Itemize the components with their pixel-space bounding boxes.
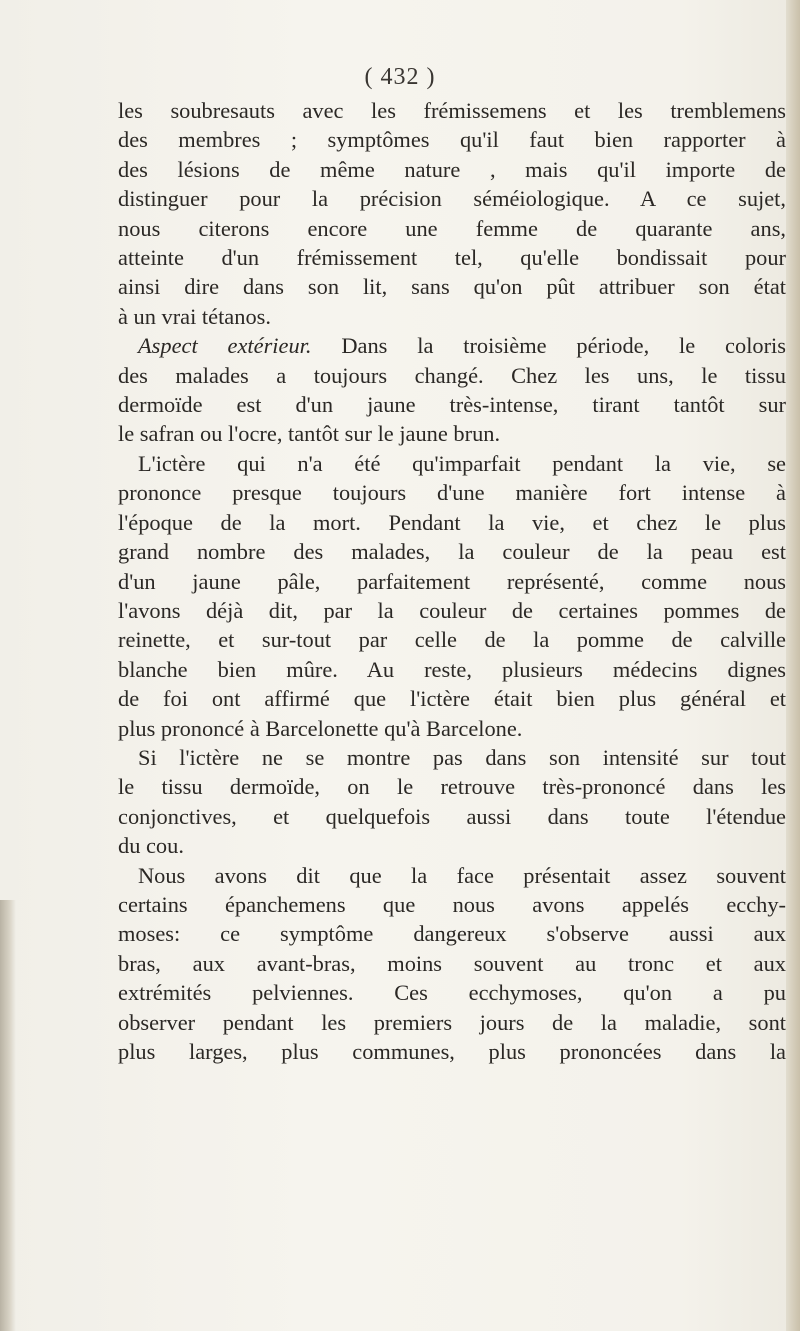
line-text: à un vrai tétanos.: [118, 303, 271, 329]
text-line: [118, 125, 786, 154]
text-line: [118, 331, 786, 360]
text-line: [118, 714, 786, 743]
text-line: [118, 272, 786, 301]
line-text: Dans la troisième période, le coloris: [311, 333, 786, 359]
text-line: [118, 184, 786, 213]
text-line: [118, 567, 786, 596]
text-line: [118, 302, 786, 331]
text-line: [118, 1008, 786, 1037]
line-text: dermoïde est d'un jaune très-intense, tirant tantôt sur: [118, 392, 786, 418]
line-text: le safran ou l'ocre, tantôt sur le jaune brun.: [118, 421, 501, 447]
text-line: [118, 596, 786, 625]
text-line: [118, 419, 786, 448]
text-line: [118, 684, 786, 713]
text-line: [118, 1037, 786, 1066]
line-text: du cou.: [118, 833, 184, 859]
text-line: [118, 919, 786, 948]
text-line: [118, 537, 786, 566]
text-line: [118, 96, 786, 125]
line-text: Si l'ictère ne se montre pas dans son intensité sur tout: [138, 744, 786, 770]
line-text: de foi ont affirmé que l'ictère était bien plus général et: [118, 686, 786, 712]
line-text: des membres ; symptômes qu'il faut bien rapporter à: [118, 127, 786, 153]
binding-shadow: [0, 900, 16, 1331]
line-text: l'époque de la mort. Pendant la vie, et chez le plus: [118, 509, 786, 535]
text-line: [118, 655, 786, 684]
line-text: Nous avons dit que la face présentait assez souvent: [138, 862, 786, 888]
line-text: des lésions de même nature , mais qu'il importe de: [118, 156, 786, 182]
text-line: [118, 214, 786, 243]
line-text: conjonctives, et quelquefois aussi dans toute l'étendue: [118, 803, 786, 829]
text-line: [118, 243, 786, 272]
text-line: [118, 508, 786, 537]
line-text: le tissu dermoïde, on le retrouve très-prononcé dans les: [118, 774, 786, 800]
text-line: [118, 361, 786, 390]
line-text: plus prononcé à Barcelonette qu'à Barcelone.: [118, 715, 523, 741]
page-number: ( 432 ): [364, 64, 436, 90]
text-line: [118, 978, 786, 1007]
line-text: les soubresauts avec les frémissemens et les tremblemens: [118, 98, 786, 123]
text-line: [118, 625, 786, 654]
text-line: [118, 772, 786, 801]
text-line: [118, 478, 786, 507]
line-text: bras, aux avant-bras, moins souvent au tronc et aux: [118, 950, 786, 976]
section-heading: Aspect extérieur.: [138, 333, 312, 359]
line-text: des malades a toujours changé. Chez les uns, le tissu: [118, 362, 786, 388]
text-line: [118, 802, 786, 831]
line-text: atteinte d'un frémissement tel, qu'elle bondissait pour: [118, 245, 786, 271]
line-text: prononce presque toujours d'une manière fort intense à: [118, 480, 786, 506]
text-line: [118, 949, 786, 978]
line-text: ainsi dire dans son lit, sans qu'on pût attribuer son état: [118, 274, 786, 300]
text-line: [118, 743, 786, 772]
line-text: moses: ce symptôme dangereux s'observe aussi aux: [118, 921, 786, 947]
line-text: nous citerons encore une femme de quarante ans,: [118, 215, 786, 241]
text-line: [118, 831, 786, 860]
line-text: reinette, et sur-tout par celle de la pomme de calville: [118, 627, 786, 653]
line-text: observer pendant les premiers jours de la maladie, sont: [118, 1009, 786, 1035]
line-text: certains épanchemens que nous avons appelés ecchy-: [118, 891, 786, 917]
line-text: L'ictère qui n'a été qu'imparfait pendant la vie, se: [138, 450, 786, 476]
page-edge: [786, 0, 800, 1331]
line-text: plus larges, plus communes, plus prononcées dans la: [118, 1039, 786, 1064]
line-text: blanche bien mûre. Au reste, plusieurs médecins dignes: [118, 656, 786, 682]
text-line: [118, 861, 786, 890]
text-line: [118, 155, 786, 184]
text-line: [118, 449, 786, 478]
line-text: l'avons déjà dit, par la couleur de certaines pommes de: [118, 597, 786, 623]
line-text: grand nombre des malades, la couleur de la peau est: [118, 539, 786, 565]
line-text: extrémités pelviennes. Ces ecchymoses, qu'on a pu: [118, 980, 786, 1006]
line-text: distinguer pour la précision séméiologique. A ce sujet,: [118, 186, 786, 212]
line-text: d'un jaune pâle, parfaitement représenté, comme nous: [118, 568, 786, 594]
text-line: [118, 390, 786, 419]
body-text: [118, 96, 786, 1066]
text-line: [118, 890, 786, 919]
